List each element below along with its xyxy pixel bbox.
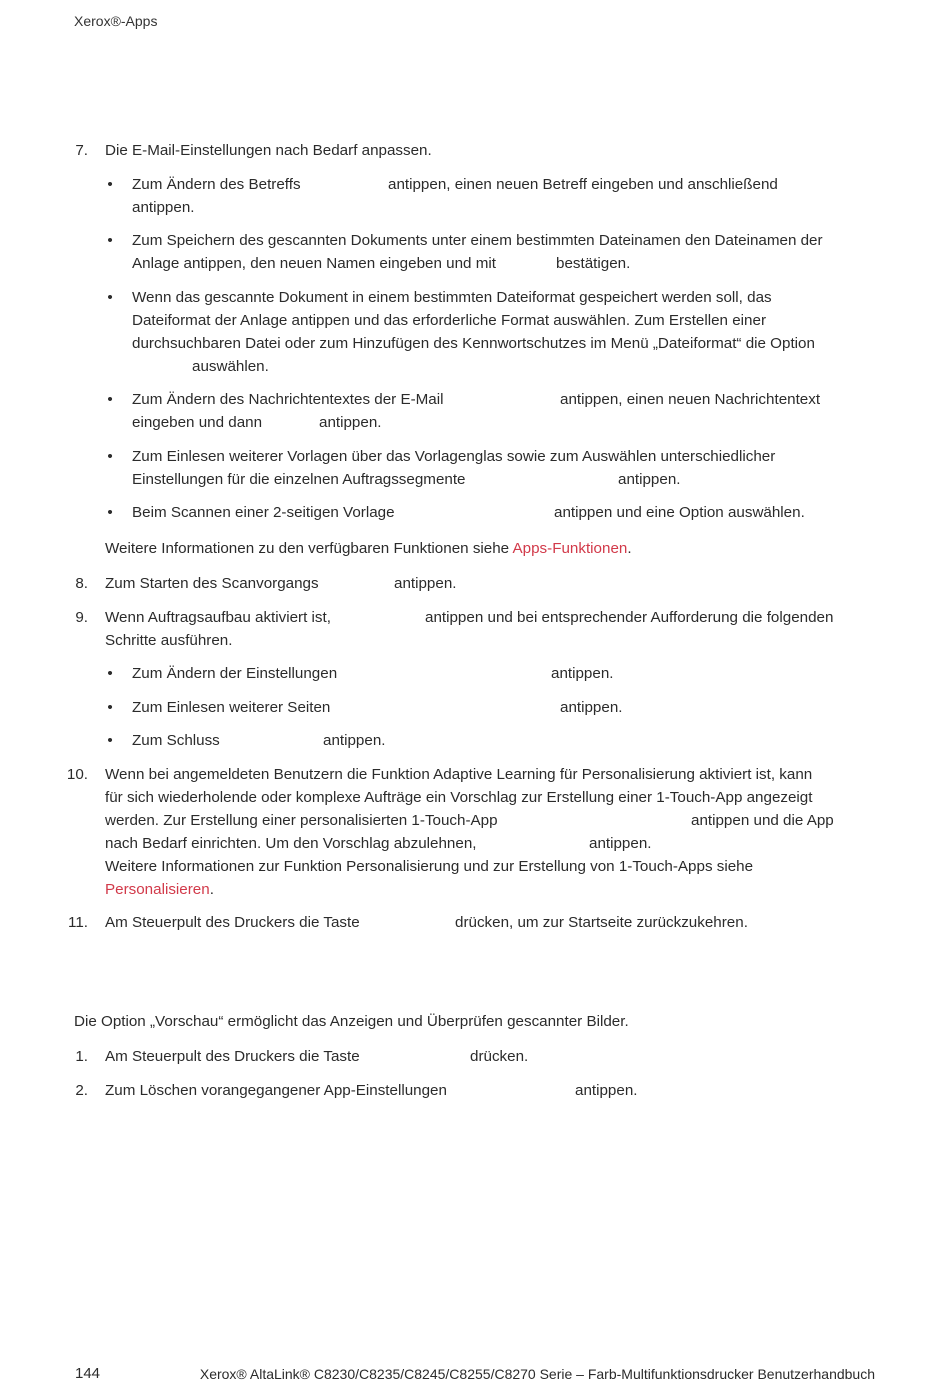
bullet-text: eingeben und dann [132, 414, 263, 431]
bullet-text: antippen, einen neuen Nachrichtentext [560, 391, 821, 408]
step-text: Wenn Auftragsaufbau aktiviert ist, [105, 609, 331, 626]
step-number: 10. [66, 766, 88, 783]
bullet-text: Zum Speichern des gescannten Dokuments unter einem bestimmten Dateinamen den Dateinamen der [132, 232, 823, 249]
bullet-text: antippen. [132, 199, 195, 216]
step-number: 11. [68, 914, 88, 931]
step-link-line [105, 878, 214, 901]
step-text: nach Bedarf einrichten. Um den Vorschlag abzulehnen, [105, 835, 477, 852]
step-text: Die E-Mail-Einstellungen nach Bedarf anpassen. [105, 142, 432, 159]
step-text: antippen und die App [691, 812, 834, 829]
step-text: . [209, 881, 214, 898]
step-text: für sich wiederholende oder komplexe Aufträge ein Vorschlag zur Erstellung einer 1-Touch-App angezeigt [105, 789, 813, 806]
bullet: • [107, 232, 113, 249]
bullet-text: antippen. [319, 414, 382, 431]
bullet-text: Beim Scannen einer 2-seitigen Vorlage [132, 504, 395, 521]
bullet-text: Zum Ändern der Einstellungen [132, 665, 338, 682]
step-text: Wenn bei angemeldeten Benutzern die Funktion Adaptive Learning für Personalisierung aktiviert ist, kann [105, 766, 813, 783]
bullet-text: Zum Schluss [132, 732, 220, 749]
bullet: • [107, 504, 113, 521]
bullet-text: antippen. [551, 665, 614, 682]
step-text: Am Steuerpult des Druckers die Taste [105, 914, 360, 931]
bullet-text: auswählen. [192, 358, 269, 375]
bullet-text: Wenn das gescannte Dokument in einem bestimmten Dateiformat gespeichert werden soll, das [132, 289, 772, 306]
apps-funktionen-link[interactable]: Apps-Funktionen [512, 540, 628, 557]
bullet: • [107, 699, 113, 716]
personalisieren-link[interactable]: Personalisieren [105, 881, 210, 898]
bullet-text: Zum Einlesen weiterer Vorlagen über das Vorlagenglas sowie zum Auswählen unterschiedlicher [132, 448, 776, 465]
step-number: 9. [75, 609, 88, 626]
step-text: Zum Löschen vorangegangener App-Einstellungen [105, 1082, 447, 1099]
bullet-text: antippen. [618, 471, 681, 488]
bullet: • [107, 732, 113, 749]
bullet-text: antippen. [323, 732, 386, 749]
step-number: 2. [75, 1082, 88, 1099]
step-text: Schritte ausführen. [105, 632, 233, 649]
step-text: antippen und bei entsprechender Aufforderung die folgenden [425, 609, 834, 626]
bullet: • [107, 448, 113, 465]
bullet: • [107, 176, 113, 193]
bullet-text: Einstellungen für die einzelnen Auftragssegmente [132, 471, 466, 488]
bullet-text: antippen, einen neuen Betreff eingeben und anschließend [388, 176, 778, 193]
info-text: Weitere Informationen zu den verfügbaren Funktionen siehe [105, 540, 513, 557]
info-text: . [627, 540, 632, 557]
step-text: drücken. [470, 1048, 529, 1065]
step-text: antippen. [394, 575, 457, 592]
info-paragraph [105, 537, 632, 560]
bullet-text: antippen und eine Option auswählen. [554, 504, 805, 521]
step-number: 8. [75, 575, 88, 592]
bullet: • [107, 665, 113, 682]
bullet-text: Zum Einlesen weiterer Seiten [132, 699, 331, 716]
bullet-text: Anlage antippen, den neuen Namen eingeben und mit [132, 255, 496, 272]
bullet-text: antippen. [560, 699, 623, 716]
bullet-text: Dateiformat der Anlage antippen und das erforderliche Format auswählen. Zum Erstellen einer [132, 312, 766, 329]
preview-intro: Die Option „Vorschau“ ermöglicht das Anzeigen und Überprüfen gescannter Bilder. [74, 1013, 629, 1030]
bullet-text: bestätigen. [556, 255, 631, 272]
step-text: antippen. [589, 835, 652, 852]
bullet-text: Zum Ändern des Nachrichtentextes der E-Mail [132, 391, 444, 408]
step-text: Weitere Informationen zur Funktion Personalisierung und zur Erstellung von 1-Touch-Apps siehe [105, 858, 754, 875]
step-number: 1. [75, 1048, 88, 1065]
step-number: 7. [75, 142, 88, 159]
bullet-text: Zum Ändern des Betreffs [132, 176, 301, 193]
footer-title: Xerox® AltaLink® C8230/C8235/C8245/C8255/C8270 Serie – Farb-Multifunktionsdrucker Benutzerhandbuch [199, 1366, 875, 1382]
step-text: Am Steuerpult des Druckers die Taste [105, 1048, 360, 1065]
step-text: werden. Zur Erstellung einer personalisierten 1-Touch-App [105, 812, 498, 829]
step-text: antippen. [575, 1082, 638, 1099]
bullet-text: durchsuchbaren Datei oder zum Hinzufügen des Kennwortschutzes im Menü „Dateiformat“ die Option [132, 335, 815, 352]
step-text: drücken, um zur Startseite zurückzukehren. [455, 914, 748, 931]
running-header: Xerox®-Apps [74, 13, 158, 29]
bullet: • [107, 289, 113, 306]
page-number: 144 [75, 1365, 101, 1382]
bullet: • [107, 391, 113, 408]
step-text: Zum Starten des Scanvorgangs [105, 575, 319, 592]
